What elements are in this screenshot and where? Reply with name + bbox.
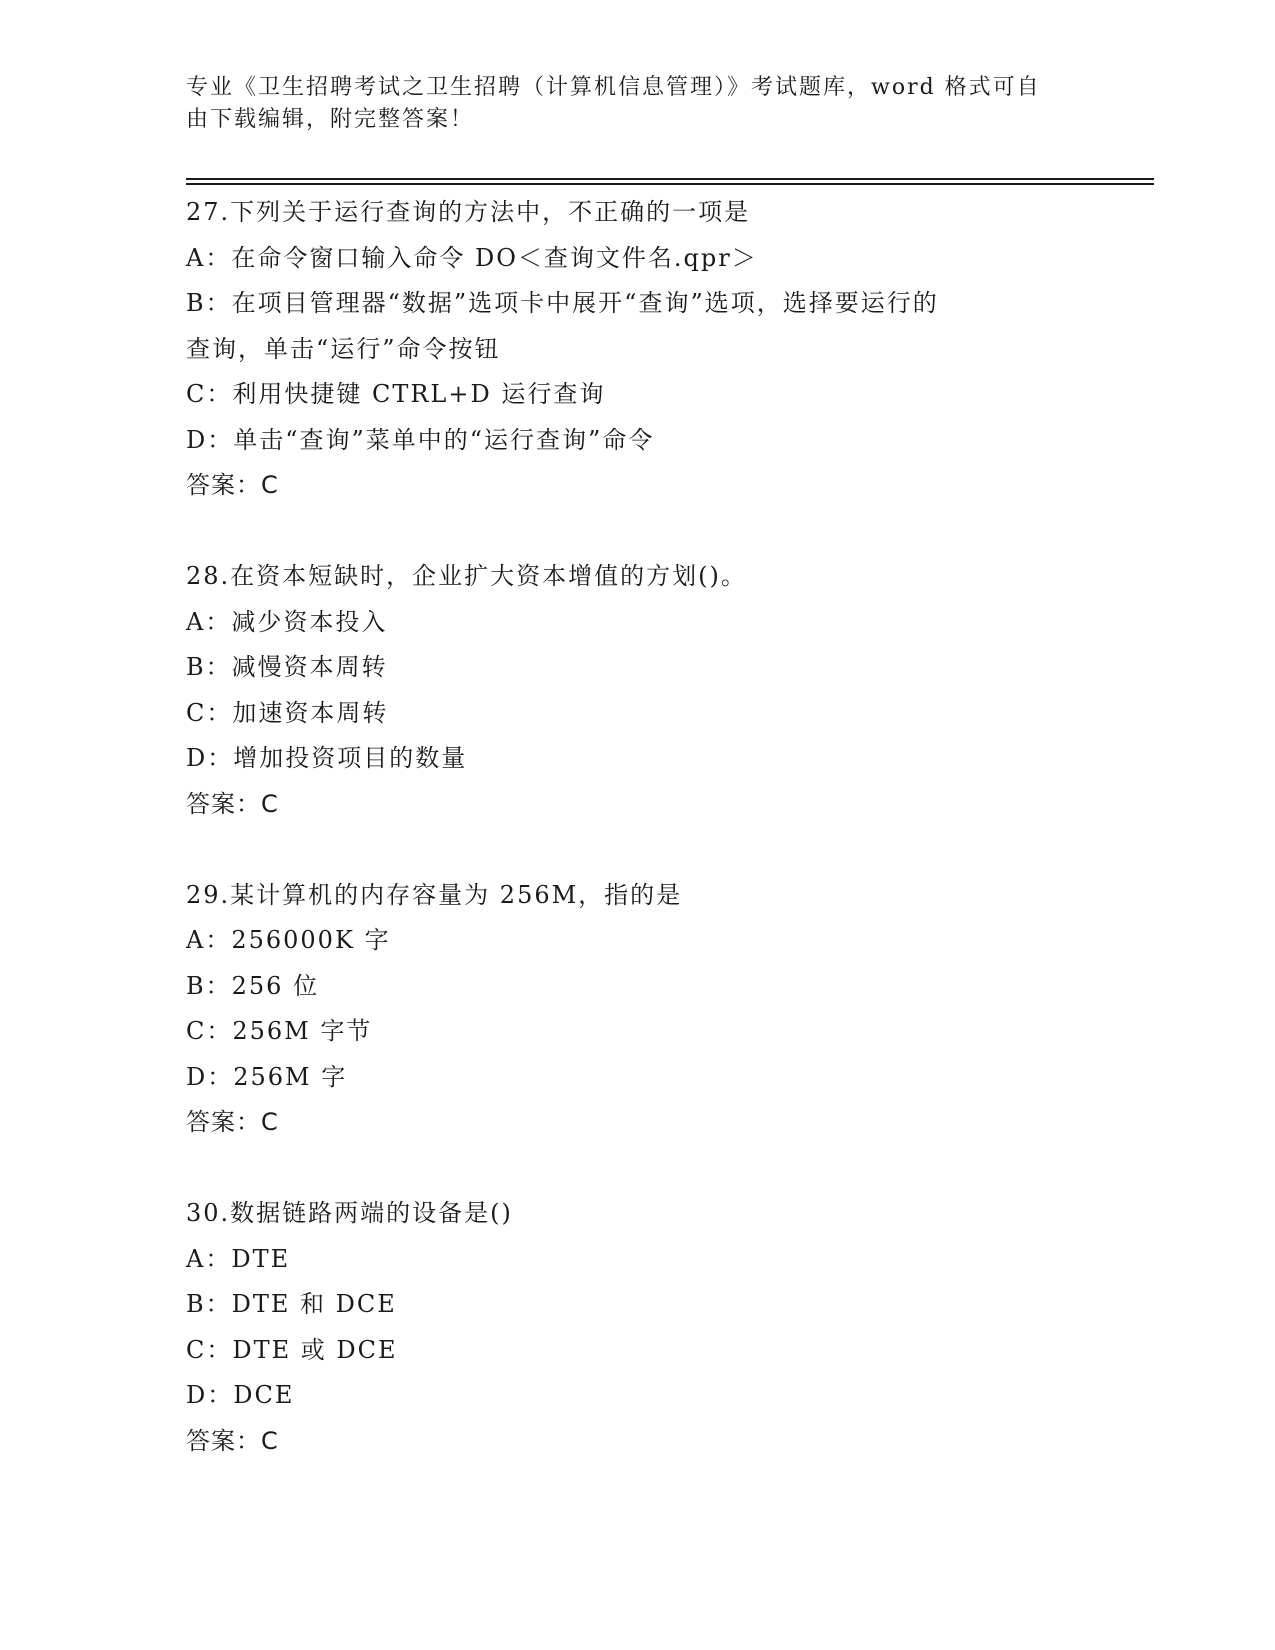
header-line-2: 由下载编辑，附完整答案！ [186,107,475,132]
answer-text: 答案：C [186,471,279,499]
option-b: B：DTE 和 DCE [186,1290,397,1318]
question-stem: 27.下列关于运行查询的方法中，不正确的一项是 [186,198,751,226]
answer-text: 答案：C [186,1426,279,1455]
option-d: D：DCE [186,1381,295,1409]
question-28 [186,554,1086,827]
question-27 [186,190,1086,509]
question-30 [186,1191,1086,1464]
header-divider-bottom [186,183,1154,185]
option-c: C：加速资本周转 [186,698,389,727]
question-list [186,190,1086,1464]
option-d: D：增加投资项目的数量 [186,744,468,772]
option-a: A：减少资本投入 [186,607,388,636]
option-b: B：减慢资本周转 [186,653,388,681]
option-c: C：256M 字节 [186,1017,373,1045]
question-stem: 28.在资本短缺时，企业扩大资本增值的方划()。 [186,562,747,590]
question-stem: 29.某计算机的内存容量为 256M，指的是 [186,880,683,909]
answer-text: 答案：C [186,1108,279,1136]
spacer [186,1146,1086,1192]
option-c: C：利用快捷键 CTRL+D 运行查询 [186,380,606,408]
option-b-continued: 查询，单击“运行”命令按钮 [186,334,501,363]
option-b: B：256 位 [186,971,320,1000]
document-header [186,72,1066,136]
header-line-1: 专业《卫生招聘考试之卫生招聘（计算机信息管理）》考试题库，word 格式可自 [186,75,1041,100]
option-a: A：256000K 字 [186,926,391,954]
option-b: B：在项目管理器“数据”选项卡中展开“查询”选项，选择要运行的 [186,289,939,317]
header-divider-top [186,178,1154,180]
spacer [186,509,1086,555]
question-29 [186,873,1086,1146]
option-d: D：单击“查询”菜单中的“运行查询”命令 [186,425,655,454]
option-a: A：DTE [186,1244,291,1273]
spacer [186,827,1086,873]
option-a: A：在命令窗口输入命令 DO＜查询文件名.qpr＞ [186,243,758,272]
option-d: D：256M 字 [186,1062,348,1091]
option-c: C：DTE 或 DCE [186,1335,398,1364]
answer-text: 答案：C [186,789,279,818]
question-stem: 30.数据链路两端的设备是() [186,1199,513,1227]
